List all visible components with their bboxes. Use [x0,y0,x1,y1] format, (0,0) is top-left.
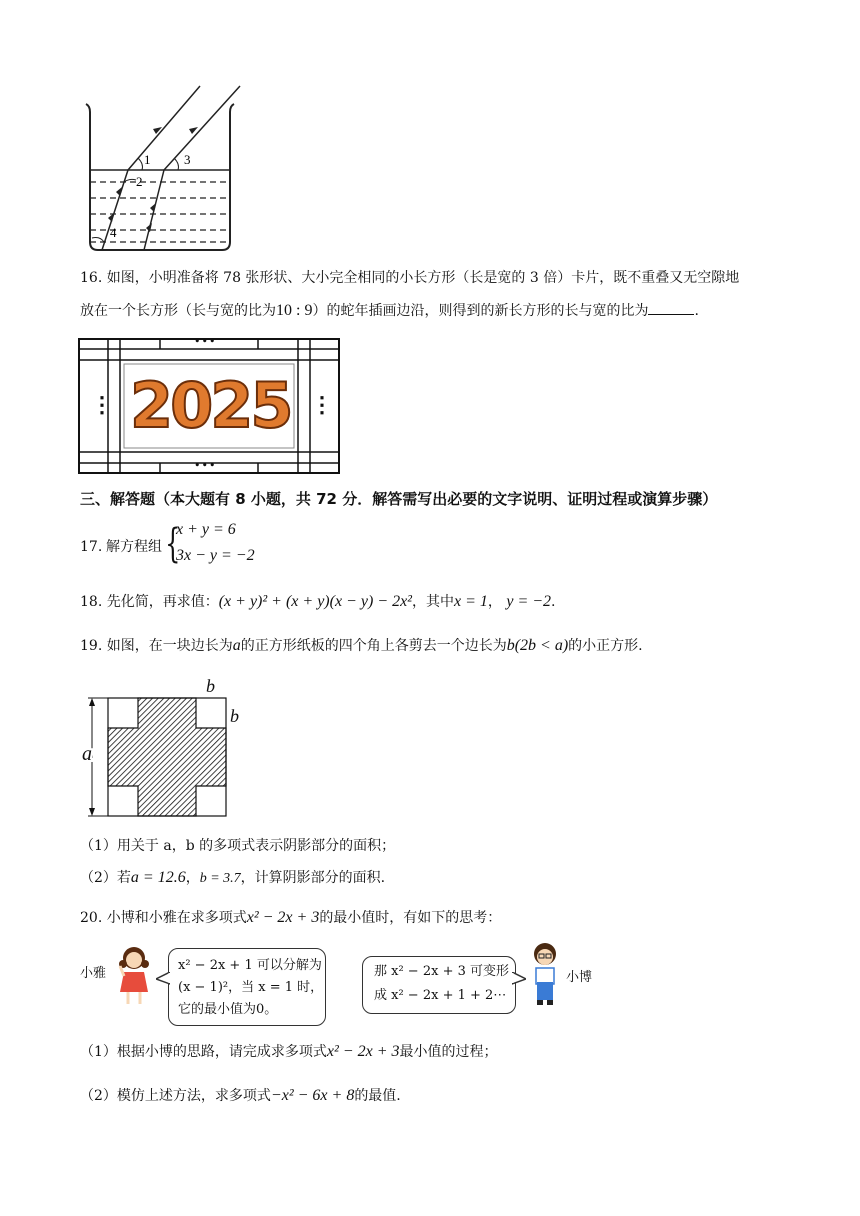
section-heading: 三、解答题（本大题有 8 小题，共 72 分．解答需写出必要的文字说明、证明过程或演算步骤） [80,490,718,508]
label-b-side: b [230,706,239,726]
right-dots: ⋮ [311,392,333,418]
snake-2025-art: 2025 [130,369,291,442]
brace-symbol: { [165,521,181,567]
q20-part1-poly: x² − 2x + 3 [326,1043,400,1060]
q20-stem: 20. 小博和小雅在求多项式x² − 2x + 3的最小值时，有如下的思考： [80,909,502,926]
snake-frame-figure [78,335,340,474]
q18-text: 先化简，再求值： [106,594,219,610]
answer-blank[interactable] [648,300,694,315]
q19-stem: 19. 如图，在一块边长为a的正方形纸板的四个角上各剪去一个边长为b(2b < a)的小正方形. [80,637,643,654]
angle-label-3: 3 [184,152,191,167]
beaker-outline [86,104,234,250]
name-xiaoya: 小雅 [80,966,107,981]
girl-xiaoya-illustration [114,944,154,1008]
refraction-beaker-figure [80,82,250,254]
bottom-dots: ••• [194,459,217,472]
xiaobo-line2: 成 x² − 2x + 1 + 2⋯ [374,988,507,1003]
q18-expression: (x + y)² + (x + y)(x − y) − 2x² [218,593,412,610]
q19-a-value: a = 12.6 [130,869,186,886]
q18-number: 18. [80,594,103,610]
label-b-top: b [206,676,215,696]
xiaoya-line3: 它的最小值为0。 [178,1002,278,1017]
q20-part2: （2）模仿上述方法，求多项式−x² − 6x + 8的最值. [80,1087,401,1104]
q17-eq1: x + y = 6 [176,521,236,538]
q20-part1: （1）根据小博的思路，请完成求多项式x² − 2x + 3最小值的过程； [80,1043,498,1060]
label-a: a [82,743,92,765]
q16-text-2a: 放在一个长方形（长与宽的比为 [80,303,276,319]
q19-a: a [232,637,241,654]
q20-poly: x² − 2x + 3 [246,909,320,926]
q19-part1: （1）用关于 a，b 的多项式表示阴影部分的面积； [80,838,396,854]
xiaobo-line1: 那 x² − 2x + 3 可变形 [374,964,509,979]
left-dots: ⋮ [91,392,113,418]
cut-square-figure [80,674,260,820]
q16-line2: 放在一个长方形（长与宽的比为10 : 9）的蛇年插画边沿，则得到的新长方形的长与宽的比为 . [80,302,699,319]
name-xiaobo: 小博 [566,970,593,985]
xiaoya-line1: x² − 2x + 1 可以分解为 [178,958,322,973]
q18-y-value: y = −2 [506,593,552,610]
top-dots: ••• [194,335,217,348]
q16-ratio: 10 : 9 [276,302,313,319]
angle-label-4: 4 [110,225,117,240]
q18-x-value: x = 1 [453,593,488,610]
q17-text: 解方程组 [106,539,162,555]
q19-b-condition: b(2b < a) [506,637,569,654]
q19-part2: （2）若a = 12.6，b = 3.7，计算阴影部分的面积. [80,869,386,886]
q16-number: 16. [80,270,103,286]
q17-eq2: 3x − y = −2 [176,547,255,564]
q16-line1 [80,268,739,288]
q16-text-2b: ）的蛇年插画边沿，则得到的新长方形的长与宽的比为 [312,303,649,319]
boy-xiaobo-illustration [528,940,562,1008]
xiaoya-line2: (x − 1)²，当 x = 1 时， [178,980,324,995]
q20-number: 20. [80,910,103,926]
q18: 18. 先化简，再求值：(x + y)² + (x + y)(x − y) − 2x²，其中x = 1， y = −2. [80,593,556,610]
q17-number: 17. [80,539,103,555]
q16-text-1: 如图，小明准备将 78 张形状、大小完全相同的小长方形（长是宽的 3 倍）卡片，既不重叠又无空隙地 [106,270,740,286]
q20-part2-poly: −x² − 6x + 8 [270,1087,355,1104]
q19-b-value: b = 3.7 [199,871,241,886]
angle-label-1: 1 [144,152,151,167]
q19-number: 19. [80,638,103,654]
angle-label-2: 2 [136,174,143,189]
